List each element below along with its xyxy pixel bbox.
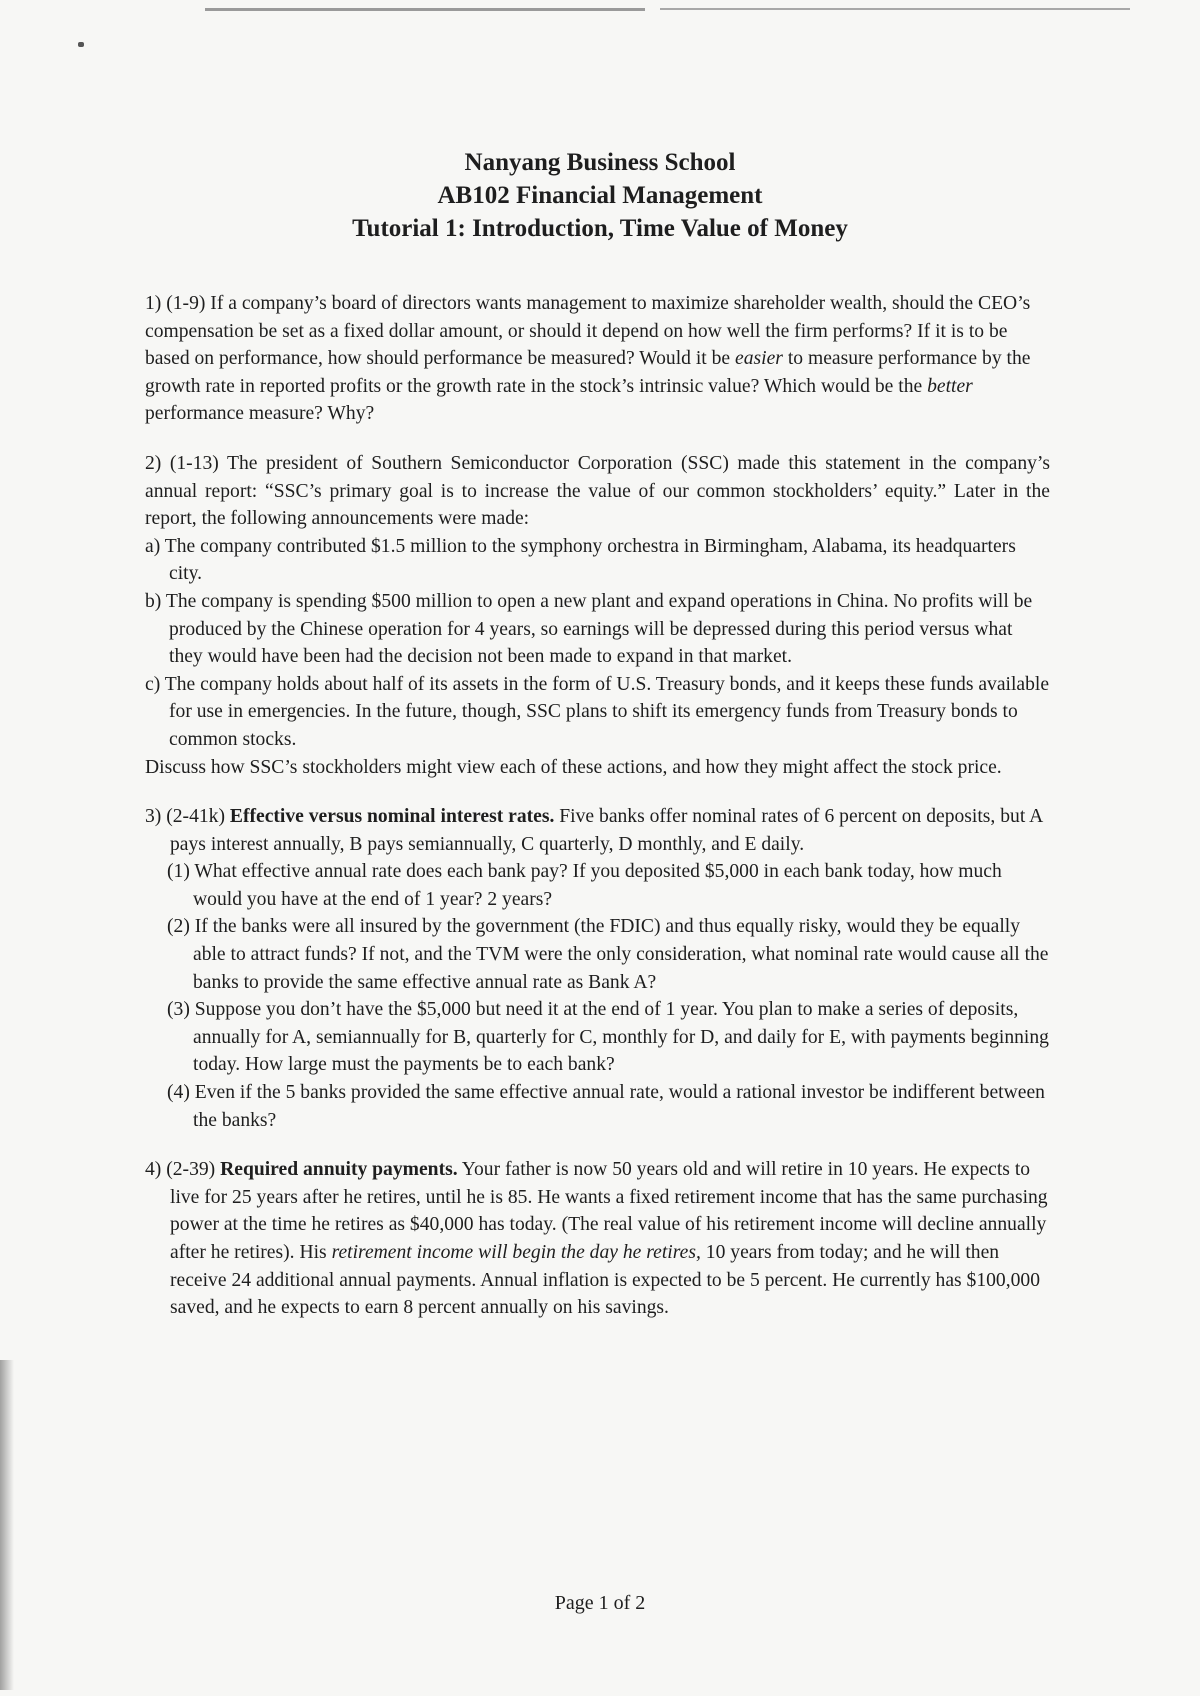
tutorial-title: Tutorial 1: Introduction, Time Value of Money (352, 215, 848, 242)
list-item: (1) What effective annual rate does each bank pay? If you deposited $5,000 in each bank today, how much would you have at the end of 1 year? 2 years? (167, 861, 1002, 910)
emphasis: better (927, 375, 973, 397)
school-name: Nanyang Business School (464, 149, 736, 176)
question-number: 3) (2-41k) (145, 806, 225, 828)
question-number: 4) (2-39) (145, 1159, 216, 1181)
question-2-closing: Discuss how SSC’s stockholders might view each of these actions, and how they might affect the stock price. (145, 756, 1002, 778)
question-3 (145, 803, 1050, 1134)
list-item: c) The company holds about half of its assets in the form of U.S. Treasury bonds, and it keeps these funds available for use in emergencies. In the future, though, SSC plans to shift its emergency funds from Treasury bonds to common stocks. (145, 673, 1050, 750)
question-2 (145, 450, 1050, 781)
emphasis: easier (735, 348, 783, 370)
list-item: (4) Even if the 5 banks provided the same effective annual rate, would a rational investor be indifferent between the banks? (167, 1082, 1045, 1131)
page-number: Page 1 of 2 (554, 1592, 646, 1614)
list-item: a) The company contributed $1.5 million to the symphony orchestra in Birmingham, Alabama, its headquarters city. (145, 535, 1016, 585)
document-body (145, 290, 1050, 1344)
list-item: (3) Suppose you don’t have the $5,000 but need it at the end of 1 year. You plan to make a series of deposits, annually for A, semiannually for B, quarterly for C, monthly for D, and daily for E, with payments beginning today. How large must the payments be to each bank? (167, 999, 1049, 1076)
scan-speck (78, 42, 84, 47)
emphasis: retirement income will begin the day he retires, (331, 1242, 701, 1263)
question-title: Required annuity payments. (220, 1159, 458, 1181)
question-4 (145, 1156, 1050, 1322)
scan-edge-shadow (0, 1360, 14, 1690)
list-item: b) The company is spending $500 million to open a new plant and expand operations in China. No profits will be produced by the Chinese operation for 4 years, so earnings will be depressed during this period versus what they would have been had the decision not been made to expand in that market. (145, 590, 1033, 668)
question-3-intro: 3) (2-41k) Effective versus nominal interest rates. Five banks offer nominal rates of 6 percent on deposits, but A pays interest annually, B pays semiannually, C quarterly, D monthly, and E daily. (145, 806, 1043, 855)
question-1-text: 1) (1-9) If a company’s board of directors wants management to maximize shareholder wealth, should the CEO’s compensation be set as a fixed dollar amount, or should it depend on how well the firm performs? If it is to be based on performance, how should performance be measured? Would it be easier to measure performance by the growth rate in reported profits or the growth rate in the stock’s intrinsic value? Which would be the better performance measure? Why? (145, 293, 1031, 425)
question-2-intro: 2) (1-13) The president of Southern Semiconductor Corporation (SSC) made this statement in the company’s annual report: “SSC’s primary goal is to increase the value of our common stockholders’ equity.” Later in the report, the following announcements were made: (145, 452, 1050, 530)
scan-artifact-line (205, 8, 645, 11)
question-title: Effective versus nominal interest rates. (229, 806, 555, 828)
question-4-text: 4) (2-39) Required annuity payments. Your father is now 50 years old and will retire in 10 years. He expects to live for 25 years after he retires, until he is 85. He wants a fixed retirement income that has the same purchasing power at the time he retires as $40,000 has today. (The real value of his retirement income will decline annually after he retires). His retirement income will begin the day he retires, 10 years from today; and he will then receive 24 additional annual payments. Annual inflation is expected to be 5 percent. He currently has $100,000 saved, and he expects to earn 8 percent annually on his savings. (145, 1159, 1048, 1319)
list-item: (2) If the banks were all insured by the government (the FDIC) and thus equally risky, would they be equally able to attract funds? If not, and the TVM were the only consideration, what nominal rate would cause all the banks to provide the same effective annual rate as Bank A? (167, 916, 1049, 993)
course-title: AB102 Financial Management (437, 182, 763, 209)
question-number: 2) (1-13) (145, 452, 219, 474)
question-1 (145, 290, 1050, 428)
scan-artifact-line (660, 8, 1130, 10)
document-header (0, 146, 1200, 245)
question-number: 1) (1-9) (145, 293, 206, 314)
